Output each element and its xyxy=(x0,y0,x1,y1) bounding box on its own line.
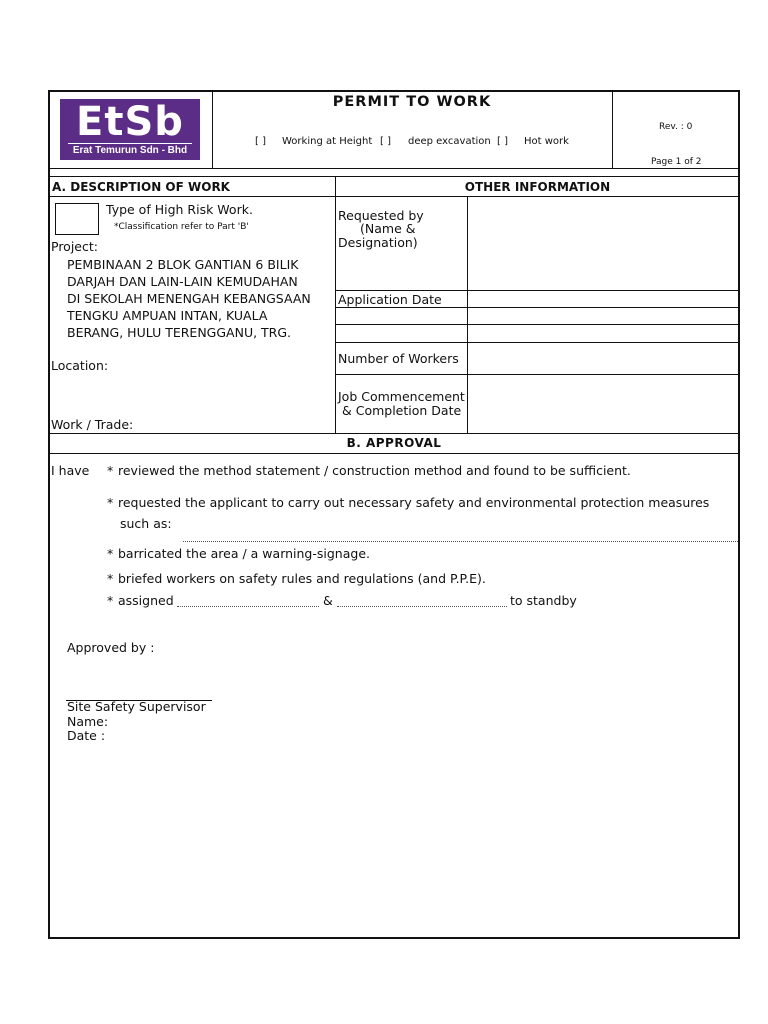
option-bracket-excavation[interactable]: [ ] xyxy=(380,136,391,147)
completion-date-label: & Completion Date xyxy=(342,403,462,418)
header-bottom-rule xyxy=(49,168,739,169)
option-deep-excavation: deep excavation xyxy=(408,136,491,147)
section-b-heading: B. APPROVAL xyxy=(346,436,442,450)
application-date-label: Application Date xyxy=(338,292,442,307)
approval-item-barricaded: barricated the area / a warning-signage. xyxy=(118,546,370,561)
option-working-at-height: Working at Height xyxy=(282,136,373,147)
project-line-5: BERANG, HULU TERENGGANU, TRG. xyxy=(67,325,292,340)
revision-number: Rev. : 0 xyxy=(659,122,693,132)
such-as-blank[interactable] xyxy=(183,541,738,542)
project-label: Project: xyxy=(51,239,98,254)
info-rule-2 xyxy=(335,307,739,308)
project-line-2: DARJAH DAN LAIN-LAIN KEMUDAHAN xyxy=(67,274,298,289)
info-rule-3 xyxy=(335,324,739,325)
header-divider-right xyxy=(612,91,613,168)
section-a-heading: A. DESCRIPTION OF WORK xyxy=(52,180,230,194)
approved-by-label: Approved by : xyxy=(67,640,155,655)
job-commencement-label: Job Commencement xyxy=(338,389,465,404)
bullet-4: * xyxy=(107,571,114,586)
logo-mark: EtSb xyxy=(76,99,184,145)
assigned-person-1-blank[interactable] xyxy=(177,606,319,607)
option-bracket-height[interactable]: [ ] xyxy=(255,136,266,147)
approval-item-briefed: briefed workers on safety rules and regulations (and P.P.E). xyxy=(118,571,486,586)
ampersand: & xyxy=(323,593,333,608)
project-line-4: TENGKU AMPUAN INTAN, KUALA xyxy=(67,308,268,323)
approval-item-assigned: assigned xyxy=(118,593,174,608)
requested-by-field[interactable] xyxy=(468,197,739,290)
approval-item-requested: requested the applicant to carry out necessary safety and environmental protection measures xyxy=(118,495,710,510)
location-label: Location: xyxy=(51,358,109,373)
column-divider-main xyxy=(335,176,336,434)
work-trade-label: Work / Trade: xyxy=(51,417,134,432)
number-of-workers-label: Number of Workers xyxy=(338,351,459,366)
project-line-1: PEMBINAAN 2 BLOK GANTIAN 6 BILIK xyxy=(67,257,299,272)
to-standby-label: to standby xyxy=(510,593,577,608)
number-of-workers-field[interactable] xyxy=(468,343,739,374)
option-hot-work: Hot work xyxy=(524,136,569,147)
requested-by-designation-label: Designation) xyxy=(338,235,418,250)
bullet-3: * xyxy=(107,546,114,561)
bullet-5: * xyxy=(107,593,114,608)
bullet-2: * xyxy=(107,495,114,510)
i-have-label: I have xyxy=(51,463,90,478)
approval-item-reviewed: reviewed the method statement / construction method and found to be sufficient. xyxy=(118,463,631,478)
assigned-person-2-blank[interactable] xyxy=(337,606,507,607)
bullet-1: * xyxy=(107,463,114,478)
form-title: PERMIT TO WORK xyxy=(332,94,492,110)
company-logo xyxy=(60,99,200,160)
option-bracket-hot-work[interactable]: [ ] xyxy=(497,136,508,147)
project-line-3: DI SEKOLAH MENENGAH KEBANGSAAN xyxy=(67,291,311,306)
logo-subtitle: Erat Temurun Sdn - Bhd xyxy=(72,145,188,156)
requested-by-name-label: (Name & xyxy=(360,221,416,236)
job-dates-field[interactable] xyxy=(468,375,739,434)
classification-note: *Classification refer to Part 'B' xyxy=(114,222,249,232)
section-b-heading-rule xyxy=(49,453,739,454)
header-spacer-rule xyxy=(49,176,739,177)
supervisor-name-label: Name: xyxy=(67,714,109,729)
site-safety-supervisor-label: Site Safety Supervisor xyxy=(67,699,206,714)
risk-type-checkbox[interactable] xyxy=(55,203,99,235)
supervisor-date-label: Date : xyxy=(67,728,106,743)
type-of-high-risk-work-label: Type of High Risk Work. xyxy=(106,202,253,217)
application-date-field[interactable] xyxy=(468,291,739,307)
requested-by-label: Requested by xyxy=(338,208,424,223)
logo-rule xyxy=(68,143,192,144)
other-info-heading: OTHER INFORMATION xyxy=(464,180,611,194)
page-number: Page 1 of 2 xyxy=(651,157,702,167)
section-b-top-rule xyxy=(49,433,739,434)
such-as-label: such as: xyxy=(120,516,172,531)
